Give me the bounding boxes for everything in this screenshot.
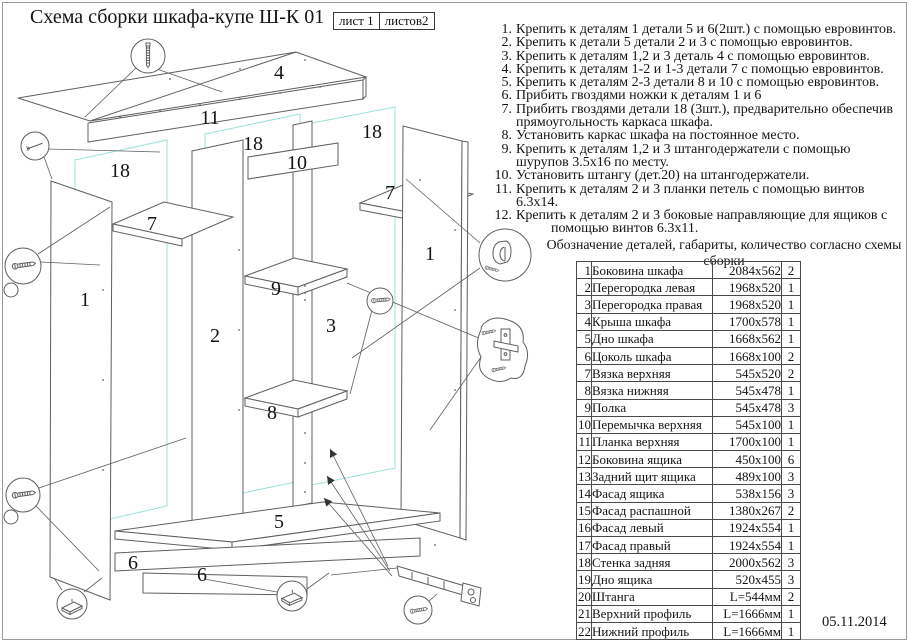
part-size: 1700x100 [713,433,782,450]
instruction-item [489,50,909,63]
table-row [577,416,801,433]
table-row [577,433,801,450]
table-row [577,588,801,605]
part-name: Верхний профиль [592,605,713,622]
part-number: 9 [577,399,592,416]
instruction-number: 11. [495,181,512,197]
partition-right [293,121,312,507]
part-number: 17 [578,537,591,553]
part-size: 2000x562 [713,554,782,571]
table-row [577,622,801,639]
instruction-text: Крепить к деталям 1 детали 5 и 6(2шт.) с помощью евровинтов. [516,22,897,37]
part-qty: 1 [782,416,801,433]
euroscrew-callout-lower-left [4,478,40,524]
part-size: 1668x562 [713,330,782,347]
part-size: 1700x578 [713,313,782,330]
part-label: 4 [274,62,284,84]
part-name: Боковина ящика [592,451,713,468]
part-qty: 1 [782,433,801,450]
part-name: Штанга [592,588,713,605]
part-number: 18 [578,554,591,570]
part-number: 13 [578,468,591,484]
instruction-item [489,209,909,236]
part-number: 14 [578,486,591,502]
part-label: 18 [243,133,263,155]
part-qty: 3 [782,468,801,485]
part-qty: 2 [782,262,801,279]
table-row [577,262,801,279]
table-row [577,399,801,416]
part-label: 7 [147,213,157,235]
part-qty: 3 [782,399,801,416]
table-row [577,502,801,519]
part-qty: 1 [782,330,801,347]
part-qty: 1 [782,313,801,330]
part-size: 1380x267 [713,502,782,519]
part-size: 450x100 [713,451,782,468]
sheets-total-box: листов2 [379,12,435,30]
table-row [577,313,801,330]
table-row [577,296,801,313]
instruction-number: 4. [501,61,512,77]
part-number: 8 [577,382,592,399]
part-size: 489x100 [713,468,782,485]
part-name: Полка [592,399,713,416]
part-size: L=544мм [713,588,782,605]
part-qty: 3 [782,485,801,502]
part-size: 545x478 [713,399,782,416]
part-name: Стенка задняя [592,554,713,571]
rod-holder-callout [479,229,531,281]
part-qty: 1 [782,537,801,554]
euroscrew-callout-upper-left [4,248,41,297]
part-name: Перегородка левая [592,279,713,296]
part-label: 7 [385,182,395,204]
part-name: Фасад правый [592,537,713,554]
part-size: 538x156 [713,485,782,502]
part-number: 2 [577,279,592,296]
part-name: Фасад левый [592,519,713,536]
part-name: Планка верхняя [592,433,713,450]
instruction-text: Прибить гвоздями ножки к деталям 1 и 6 [516,88,762,104]
part-size: 545x100 [713,416,782,433]
table-row [577,571,801,588]
instruction-number: 9. [501,141,512,157]
part-qty: 1 [782,605,801,622]
part-size: 545x520 [713,365,782,382]
part-number: 6 [577,347,592,364]
hinge-plate-callout [478,318,528,382]
part-size: L=1666мм [713,622,782,639]
instruction-item [489,23,909,36]
part-label: 18 [362,121,382,143]
part-number: 22 [578,623,591,639]
instruction-item [489,76,909,89]
part-number: 16 [578,520,591,536]
table-row [577,605,801,622]
date-stamp: 05.11.2014 [822,614,887,630]
parts-table [576,261,801,640]
instruction-text: Прибить гвоздями детали 18 (3шт.), предварительно обеспечив прямоугольность каркаса шкафа. [516,101,893,131]
part-size: 1668x100 [713,347,782,364]
side-panel-right [401,126,468,540]
instruction-number: 6. [501,88,512,104]
part-qty: 1 [782,382,801,399]
part-qty: 3 [782,571,801,588]
part-number: 15 [578,503,591,519]
part-name: Перегородка правая [592,296,713,313]
part-qty: 1 [782,296,801,313]
part-name: Крыша шкафа [592,313,713,330]
part-number: 20 [578,589,591,605]
part-name: Перемычка верхняя [592,416,713,433]
instruction-number: 1. [501,22,512,37]
table-row [577,537,801,554]
part-number: 4 [577,313,592,330]
part-number: 21 [578,606,591,622]
shelf-middle-upper [245,258,347,295]
instruction-text: Крепить к деталям 1,2 и 3 штангодержатели с помощью шурупов 3.5x16 по месту. [516,141,851,170]
instruction-list [489,23,909,236]
part-label: 1 [80,289,90,311]
instruction-item [489,89,909,102]
instruction-text: Крепить к детали 5 детали 2 и 3 с помощью евровинтов. [516,35,853,51]
part-label: 3 [326,315,336,337]
part-size: 545x478 [713,382,782,399]
instruction-item [489,129,909,142]
table-row [577,519,801,536]
part-name: Цоколь шкафа [592,347,713,364]
part-size: 1924x554 [713,519,782,536]
part-name: Нижний профиль [592,622,713,639]
part-number: 3 [577,296,592,313]
instruction-item [489,63,909,76]
table-row [577,365,801,382]
part-label: 1 [425,243,435,265]
table-row [577,347,801,364]
table-row [577,330,801,347]
part-label: 18 [110,160,130,182]
side-panel-left [50,181,112,600]
instruction-item [489,103,909,130]
part-label: 6 [128,552,138,574]
table-row [577,382,801,399]
part-name: Фасад ящика [592,485,713,502]
sheet-counter [333,12,435,30]
part-name: Задний щит ящика [592,468,713,485]
instruction-item [489,169,909,182]
part-label: 5 [274,511,284,533]
table-row [577,485,801,502]
part-size: 1968x520 [713,296,782,313]
part-qty: 6 [782,451,801,468]
part-qty: 2 [782,588,801,605]
instruction-number: 12. [494,208,512,224]
part-number: 1 [577,262,592,279]
parts-table-caption: Обозначение деталей, габариты, количество согласно схемы сборки [546,237,902,268]
roof-panel [18,52,366,142]
part-name: Дно шкафа [592,330,713,347]
instruction-number: 10. [494,168,512,184]
part-number: 11 [578,434,591,450]
part-number: 19 [578,571,591,587]
part-label: 10 [287,152,307,174]
instruction-number: 7. [501,101,512,117]
part-size: 1924x554 [713,537,782,554]
instruction-number: 3. [501,48,512,64]
part-label: 2 [210,325,220,347]
instruction-text: Крепить к деталям 2 и 3 планки петель с помощью винтов 6.3x14. [516,181,865,210]
instruction-text: Крепить к деталям 2-3 детали 8 и 10 с помощью евровинтов. [516,75,880,91]
instruction-item [489,183,909,210]
instruction-text: Крепить к деталям 1,2 и 3 деталь 4 с помощью евровинтов. [516,48,870,64]
part-qty: 1 [782,279,801,296]
instruction-number: 5. [501,75,512,91]
table-row [577,554,801,571]
instruction-text: Установить штангу (дет.20) на штангодержатели. [516,168,810,184]
instruction-text: Установить каркас шкафа на постоянное место. [516,128,800,144]
page-title: Схема сборки шкафа-купе Ш-К 01 [30,6,325,28]
instruction-text: Крепить к деталям 1-2 и 1-3 детали 7 с помощью евровинтов. [516,61,884,77]
part-number: 5 [577,330,592,347]
part-number: 7 [577,365,592,382]
part-size: 1968x520 [713,279,782,296]
part-qty: 2 [782,347,801,364]
instruction-number: 8. [501,128,512,144]
part-qty: 3 [782,554,801,571]
part-size: 520x455 [713,571,782,588]
part-name: Вязка верхняя [592,365,713,382]
part-name: Боковина шкафа [592,262,713,279]
part-size: L=1666мм [713,605,782,622]
sheet-number-box: лист 1 [333,12,380,30]
shelf-middle-lower [245,380,347,417]
part-label: 6 [197,564,207,586]
part-number: 12 [578,451,591,467]
part-name: Фасад распашной [592,502,713,519]
part-name: Дно ящика [592,571,713,588]
part-label: 8 [267,402,277,424]
part-label: 9 [271,278,281,300]
part-label: 11 [200,107,220,129]
instruction-number: 2. [501,35,512,51]
table-row [577,279,801,296]
part-qty: 1 [782,519,801,536]
part-number: 10 [578,417,591,433]
instruction-item [489,36,909,49]
instruction-text: Крепить к деталям 2 и 3 боковые направляющие для ящиков с помощью винтов 6.3x11. [516,208,888,237]
part-qty: 1 [782,622,801,639]
part-name: Вязка нижняя [592,382,713,399]
instruction-item [489,143,909,170]
table-row [577,468,801,485]
part-size: 2084x562 [713,262,782,279]
part-qty: 2 [782,502,801,519]
part-qty: 2 [782,365,801,382]
table-row [577,451,801,468]
